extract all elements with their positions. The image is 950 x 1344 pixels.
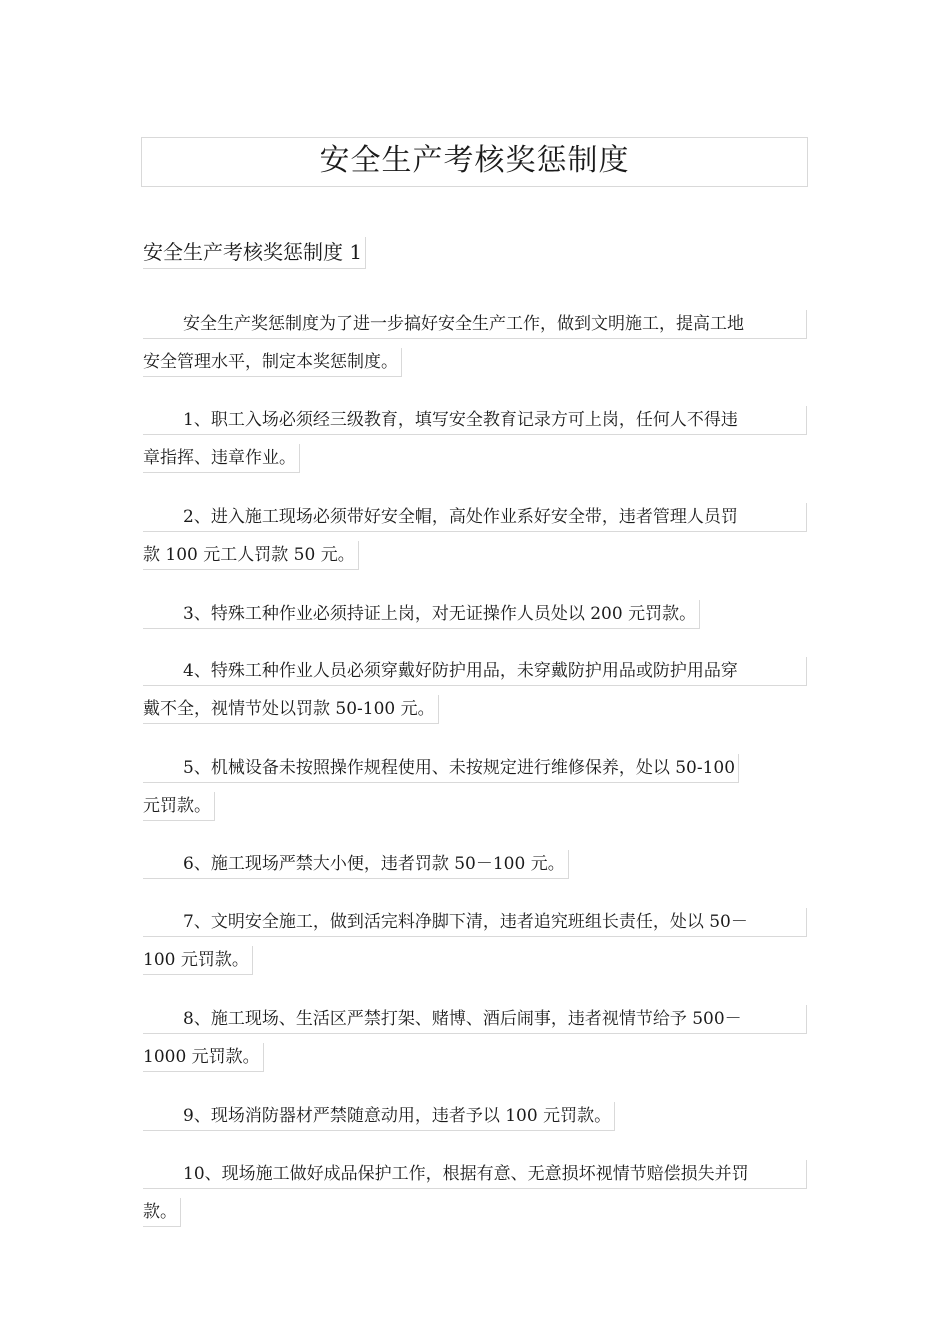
paragraph-line: 1000 元罚款。 — [143, 1043, 264, 1072]
paragraph-line: 安全生产奖惩制度为了进一步搞好安全生产工作，做到文明施工，提高工地 — [143, 310, 807, 339]
paragraph-line: 9、现场消防器材严禁随意动用，违者予以 100 元罚款。 — [143, 1102, 615, 1131]
paragraph-rule-8 — [143, 1000, 807, 1076]
paragraph-line: 5、机械设备未按照操作规程使用、未按规定进行维修保养，处以 50-100 — [143, 754, 739, 783]
paragraph-line: 章指挥、违章作业。 — [143, 444, 300, 473]
paragraph-line: 100 元罚款。 — [143, 946, 253, 975]
paragraph-rule-6 — [143, 845, 807, 883]
paragraph-line: 4、特殊工种作业人员必须穿戴好防护用品，未穿戴防护用品或防护用品穿 — [143, 657, 807, 686]
paragraph-rule-1 — [143, 401, 807, 477]
paragraph-rule-4 — [143, 652, 807, 728]
section-heading: 安全生产考核奖惩制度 1 — [143, 237, 366, 269]
paragraph-intro — [143, 305, 807, 381]
paragraph-line: 戴不全，视情节处以罚款 50-100 元。 — [143, 695, 439, 724]
paragraph-rule-9 — [143, 1097, 807, 1135]
paragraph-line: 3、特殊工种作业必须持证上岗，对无证操作人员处以 200 元罚款。 — [143, 600, 700, 629]
paragraph-line: 元罚款。 — [143, 792, 215, 821]
paragraph-rule-7 — [143, 903, 807, 979]
paragraph-rule-5 — [143, 749, 807, 825]
document-title: 安全生产考核奖惩制度 — [141, 137, 808, 187]
paragraph-line: 1、职工入场必须经三级教育，填写安全教育记录方可上岗，任何人不得违 — [143, 406, 807, 435]
paragraph-line: 2、进入施工现场必须带好安全帽，高处作业系好安全带，违者管理人员罚 — [143, 503, 807, 532]
paragraph-line: 8、施工现场、生活区严禁打架、赌博、酒后闹事，违者视情节给予 500－ — [143, 1005, 807, 1034]
paragraph-line: 安全管理水平，制定本奖惩制度。 — [143, 348, 402, 377]
paragraph-line: 6、施工现场严禁大小便，违者罚款 50－100 元。 — [143, 850, 569, 879]
paragraph-rule-3 — [143, 595, 807, 633]
paragraph-line: 10、现场施工做好成品保护工作，根据有意、无意损坏视情节赔偿损失并罚 — [143, 1160, 807, 1189]
paragraph-line: 款 100 元工人罚款 50 元。 — [143, 541, 359, 570]
paragraph-rule-2 — [143, 498, 807, 574]
paragraph-line: 7、文明安全施工，做到活完料净脚下清，违者追究班组长责任，处以 50－ — [143, 908, 807, 937]
paragraph-line: 款。 — [143, 1198, 181, 1227]
paragraph-rule-10 — [143, 1155, 807, 1231]
